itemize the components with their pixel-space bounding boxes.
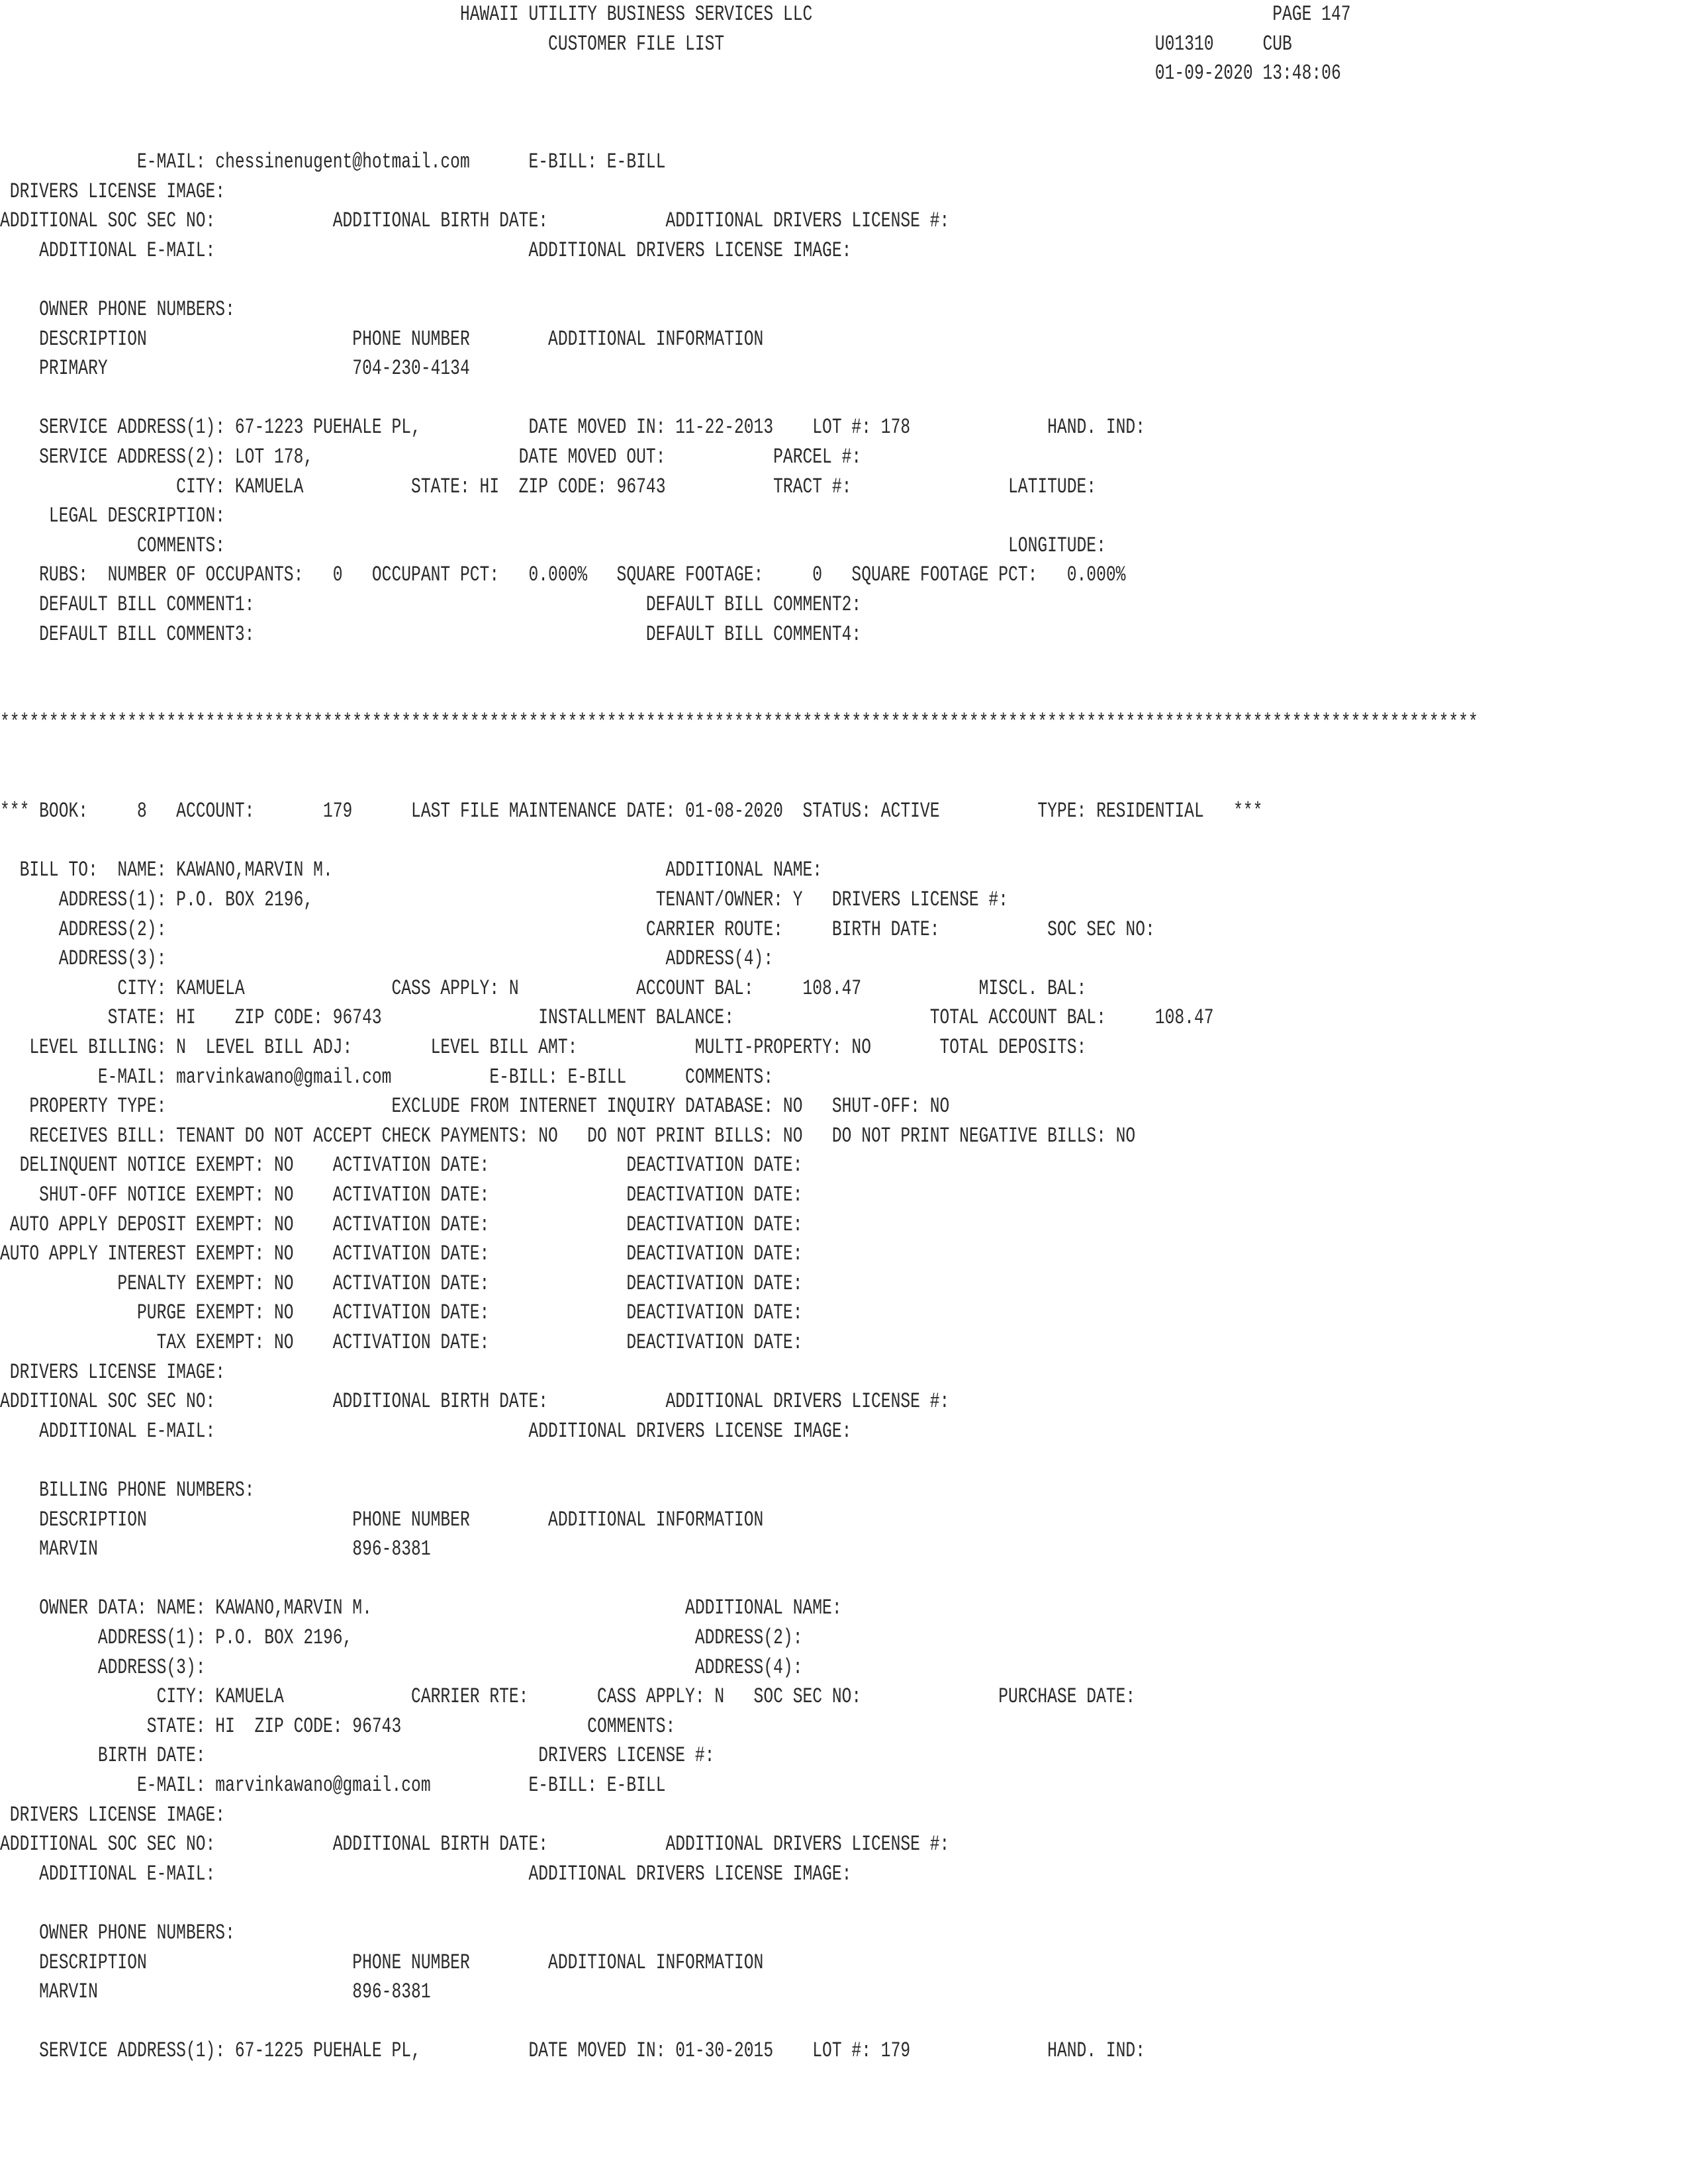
report-line: DEFAULT BILL COMMENT1: DEFAULT BILL COMMENT2: [0,592,862,617]
report-line: SERVICE ADDRESS(1): 67-1223 PUEHALE PL, DATE MOVED IN: 11-22-2013 LOT #: 178 HAND. IND: [0,415,1146,440]
report-line: ADDITIONAL SOC SEC NO: ADDITIONAL BIRTH DATE: ADDITIONAL DRIVERS LICENSE #: [0,1832,950,1857]
report-line: STATE: HI ZIP CODE: 96743 COMMENTS: [0,1713,676,1739]
report-line: ADDITIONAL E-MAIL: ADDITIONAL DRIVERS LICENSE IMAGE: [0,238,852,263]
report-line: E-MAIL: chessinenugent@hotmail.com E-BILL: E-BILL [0,150,666,174]
report-line: DRIVERS LICENSE IMAGE: [0,1359,226,1385]
report-line: ADDITIONAL E-MAIL: ADDITIONAL DRIVERS LICENSE IMAGE: [0,1861,852,1886]
report-line: ADDITIONAL SOC SEC NO: ADDITIONAL BIRTH DATE: ADDITIONAL DRIVERS LICENSE #: [0,1389,950,1414]
report-line: ADDRESS(1): P.O. BOX 2196, ADDRESS(2): [0,1625,803,1650]
report-line: TAX EXEMPT: NO ACTIVATION DATE: DEACTIVATION DATE: [0,1330,803,1355]
report-line: DEFAULT BILL COMMENT3: DEFAULT BILL COMMENT4: [0,621,862,647]
report-line: ADDRESS(2): CARRIER ROUTE: BIRTH DATE: SOC SEC NO: [0,917,1155,942]
report-line: E-MAIL: marvinkawano@gmail.com E-BILL: E-BILL COMMENTS: [0,1064,774,1089]
report-line: DELINQUENT NOTICE EXEMPT: NO ACTIVATION DATE: DEACTIVATION DATE: [0,1153,803,1178]
report-line: *** BOOK: 8 ACCOUNT: 179 LAST FILE MAINTENANCE DATE: 01-08-2020 STATUS: ACTIVE TYPE: RESIDENTIAL *** [0,799,1263,824]
report-line: RUBS: NUMBER OF OCCUPANTS: 0 OCCUPANT PCT: 0.000% SQUARE FOOTAGE: 0 SQUARE FOOTAGE PCT: 0.000% [0,563,1126,588]
report-line: 01-09-2020 13:48:06 [0,61,1341,86]
report-line: OWNER PHONE NUMBERS: [0,1921,235,1945]
report-line: OWNER DATA: NAME: KAWANO,MARVIN M. ADDITIONAL NAME: [0,1596,842,1621]
report-line: SHUT-OFF NOTICE EXEMPT: NO ACTIVATION DATE: DEACTIVATION DATE: [0,1183,803,1207]
report-line: PRIMARY 704-230-4134 [0,356,470,381]
report-line: ******************************************************************************************************************************************************* [0,710,1478,735]
report-line: DRIVERS LICENSE IMAGE: [0,1802,226,1827]
report-line: PURGE EXEMPT: NO ACTIVATION DATE: DEACTIVATION DATE: [0,1300,803,1326]
report-line: HAWAII UTILITY BUSINESS SERVICES LLC PAGE 147 [0,2,1351,26]
report-line: OWNER PHONE NUMBERS: [0,297,235,322]
report-line: BILLING PHONE NUMBERS: [0,1478,255,1502]
report-line: SERVICE ADDRESS(1): 67-1225 PUEHALE PL, DATE MOVED IN: 01-30-2015 LOT #: 179 HAND. IND: [0,2038,1146,2064]
report-line: ADDITIONAL SOC SEC NO: ADDITIONAL BIRTH DATE: ADDITIONAL DRIVERS LICENSE #: [0,208,950,234]
report-line: DESCRIPTION PHONE NUMBER ADDITIONAL INFORMATION [0,1950,764,1975]
report-line: PROPERTY TYPE: EXCLUDE FROM INTERNET INQUIRY DATABASE: NO SHUT-OFF: NO [0,1094,950,1119]
report-line: DESCRIPTION PHONE NUMBER ADDITIONAL INFORMATION [0,326,764,351]
report-line: LEVEL BILLING: N LEVEL BILL ADJ: LEVEL BILL AMT: MULTI-PROPERTY: NO TOTAL DEPOSITS: [0,1035,1087,1060]
report-line: RECEIVES BILL: TENANT DO NOT ACCEPT CHECK PAYMENTS: NO DO NOT PRINT BILLS: NO DO NOT PRINT NEGATIVE BILLS: NO [0,1123,1136,1148]
report-line: ADDRESS(3): ADDRESS(4): [0,1655,803,1680]
report-line: ADDRESS(3): ADDRESS(4): [0,946,774,972]
report-line: AUTO APPLY DEPOSIT EXEMPT: NO ACTIVATION DATE: DEACTIVATION DATE: [0,1212,803,1237]
report-line: ADDRESS(1): P.O. BOX 2196, TENANT/OWNER: Y DRIVERS LICENSE #: [0,887,1008,912]
report-line: MARVIN 896-8381 [0,1979,431,2005]
report-line: CITY: KAMUELA STATE: HI ZIP CODE: 96743 TRACT #: LATITUDE: [0,474,1097,499]
report-line: STATE: HI ZIP CODE: 96743 INSTALLMENT BALANCE: TOTAL ACCOUNT BAL: 108.47 [0,1005,1214,1030]
report-line: CITY: KAMUELA CASS APPLY: N ACCOUNT BAL: 108.47 MISCL. BAL: [0,976,1087,1001]
report-line: LEGAL DESCRIPTION: [0,504,226,529]
report-line: CITY: KAMUELA CARRIER RTE: CASS APPLY: N SOC SEC NO: PURCHASE DATE: [0,1684,1136,1709]
report-line: BIRTH DATE: DRIVERS LICENSE #: [0,1743,715,1768]
report-line: COMMENTS: LONGITUDE: [0,533,1106,558]
report-line: E-MAIL: marvinkawano@gmail.com E-BILL: E-BILL [0,1773,666,1797]
report-line: SERVICE ADDRESS(2): LOT 178, DATE MOVED OUT: PARCEL #: [0,445,862,469]
report-line: DRIVERS LICENSE IMAGE: [0,179,226,204]
report-line: DESCRIPTION PHONE NUMBER ADDITIONAL INFORMATION [0,1507,764,1532]
report-line: CUSTOMER FILE LIST U01310 CUB [0,31,1292,56]
report-line: PENALTY EXEMPT: NO ACTIVATION DATE: DEACTIVATION DATE: [0,1271,803,1296]
report-line: AUTO APPLY INTEREST EXEMPT: NO ACTIVATION DATE: DEACTIVATION DATE: [0,1242,803,1267]
report-line: MARVIN 896-8381 [0,1537,431,1562]
report-line: ADDITIONAL E-MAIL: ADDITIONAL DRIVERS LICENSE IMAGE: [0,1418,852,1443]
report-line: BILL TO: NAME: KAWANO,MARVIN M. ADDITIONAL NAME: [0,858,823,883]
